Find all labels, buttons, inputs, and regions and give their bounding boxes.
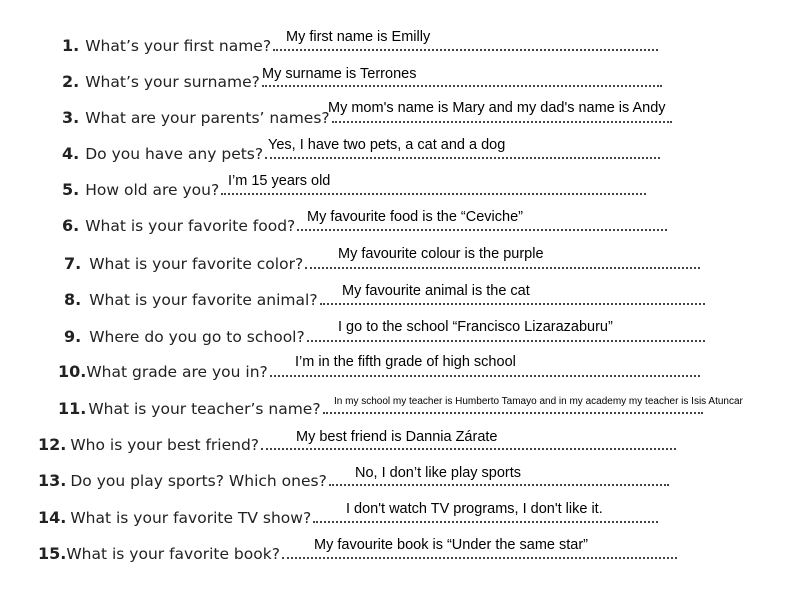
- question-text: What is your favorite TV show?: [70, 509, 312, 527]
- answer-text: I go to the school “Francisco Lizarazaburu”: [338, 319, 613, 335]
- question-text: What is your favorite color?: [89, 255, 304, 273]
- answer-line: [265, 156, 660, 159]
- answer-text: My favourite colour is the purple: [338, 246, 544, 262]
- question-text: What is your favorite food?: [85, 217, 296, 235]
- question-text: What is your teacher’s name?: [88, 400, 321, 418]
- question-number: 4.: [62, 144, 80, 163]
- answer-line: [305, 266, 700, 269]
- question-number: 8.: [64, 290, 82, 309]
- answer-text: I’m in the fifth grade of high school: [295, 354, 516, 370]
- answer-line: [282, 556, 677, 559]
- question-number: 15.: [38, 544, 67, 563]
- question-text: What’s your surname?: [85, 73, 260, 91]
- answer-line: [221, 192, 646, 195]
- answer-line: [270, 374, 700, 377]
- question-text: Do you have any pets?: [85, 145, 264, 163]
- worksheet-row: [38, 460, 669, 490]
- question-number: 5.: [62, 180, 80, 199]
- answer-text: No, I don’t like play sports: [355, 465, 522, 481]
- question-number: 14.: [38, 508, 67, 527]
- question-number: 1.: [62, 36, 80, 55]
- answer-text: My favourite book is “Under the same star”: [314, 537, 588, 553]
- answer-text: My mom's name is Mary and my dad's name is Andy: [328, 100, 666, 116]
- answer-line: [329, 483, 669, 486]
- question-number: 9.: [64, 327, 82, 346]
- answer-text: I don't watch TV programs, I don't like it.: [346, 501, 603, 517]
- question-text: What are your parents’ names?: [85, 109, 330, 127]
- question-number: 2.: [62, 72, 80, 91]
- question-number: 13.: [38, 471, 67, 490]
- question-text: What is your favorite book?: [66, 545, 280, 563]
- question-number: 6.: [62, 216, 80, 235]
- worksheet-row: [62, 169, 646, 199]
- question-number: 12.: [38, 435, 67, 454]
- answer-text: Yes, I have two pets, a cat and a dog: [268, 137, 506, 153]
- question-text: What’s your first name?: [85, 37, 272, 55]
- answer-line: [332, 120, 672, 123]
- question-text: What grade are you in?: [86, 363, 268, 381]
- question-text: What is your favorite animal?: [89, 291, 318, 309]
- answer-line: [320, 302, 705, 305]
- answer-text: My best friend is Dannia Zárate: [296, 429, 498, 445]
- answer-line: [273, 48, 658, 51]
- answer-line: [261, 447, 676, 450]
- question-number: 3.: [62, 108, 80, 127]
- answer-text: In my school my teacher is Humberto Tamayo and in my academy my teacher is Isis Atuncar: [334, 396, 743, 407]
- answer-text: My favourite animal is the cat: [342, 283, 530, 299]
- question-text: Who is your best friend?: [70, 436, 260, 454]
- question-number: 11.: [58, 399, 87, 418]
- answer-line: [262, 84, 662, 87]
- question-number: 10.: [58, 362, 87, 381]
- answer-text: My first name is Emilly: [286, 29, 431, 45]
- answer-text: My favourite food is the “Ceviche”: [307, 209, 523, 225]
- answer-text: My surname is Terrones: [262, 66, 417, 82]
- answer-line: [307, 339, 705, 342]
- answer-line: [297, 228, 667, 231]
- question-text: Do you play sports? Which ones?: [70, 472, 327, 490]
- answer-line: [323, 411, 703, 414]
- question-text: Where do you go to school?: [89, 328, 305, 346]
- question-text: How old are you?: [85, 181, 220, 199]
- answer-line: [313, 520, 658, 523]
- question-number: 7.: [64, 254, 82, 273]
- answer-text: I’m 15 years old: [228, 173, 331, 189]
